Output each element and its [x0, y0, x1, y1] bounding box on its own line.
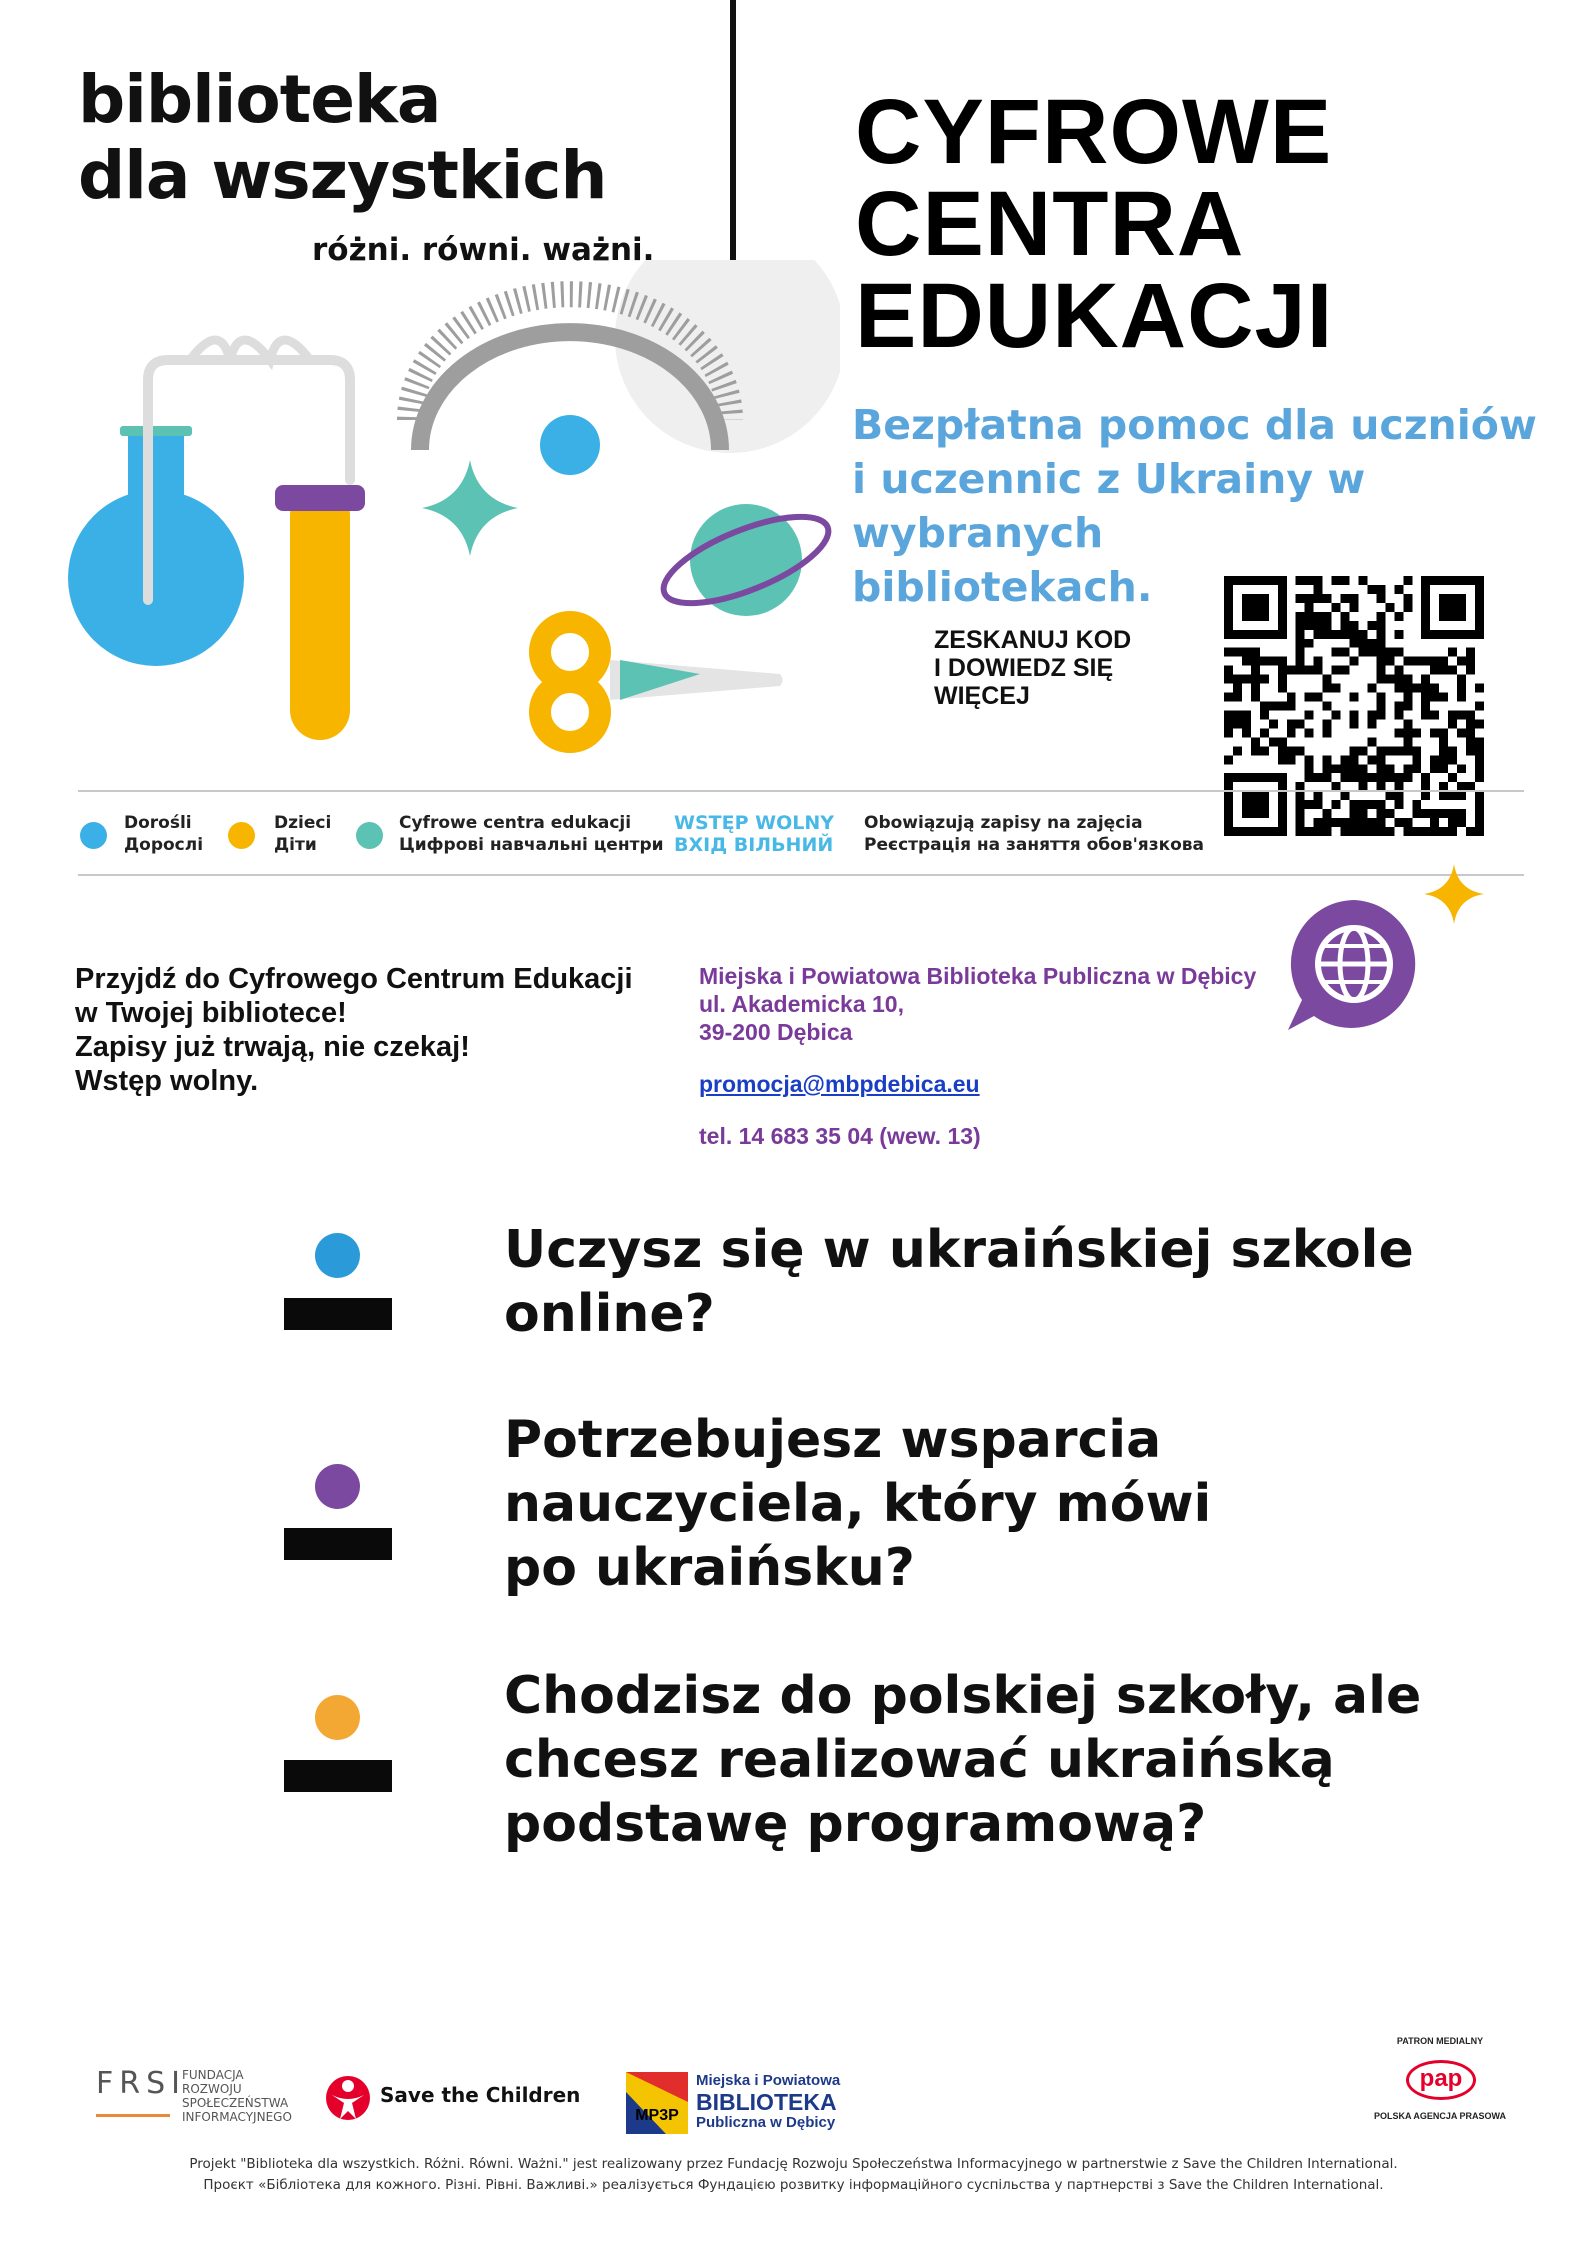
mbp-mark: MP3P — [635, 2107, 679, 2124]
question-1 — [504, 1218, 1414, 1346]
invitation-text — [75, 962, 633, 1098]
mbp-text — [696, 2072, 840, 2132]
email-link[interactable]: promocja@mbpdebica.eu — [699, 1071, 980, 1097]
library-contact — [699, 962, 1256, 1150]
question-3-line-2: chcesz realizować ukraińską — [504, 1730, 1335, 1790]
legend-signup-pl: Obowiązują zapisy na zajęcia — [864, 813, 1143, 833]
science-illustration — [40, 260, 840, 760]
frsi-underline — [96, 2114, 170, 2117]
legend-centers-pl: Cyfrowe centra edukacji — [399, 813, 632, 833]
legend-adults-ua: Дорослі — [124, 835, 204, 855]
question-2-line-3: po ukraińsku? — [504, 1538, 915, 1598]
pap-mark: pap — [1419, 2065, 1463, 2092]
qr-label — [934, 626, 1131, 710]
qr-label-line-2: I DOWIEDZ SIĘ — [934, 654, 1114, 682]
question-1-bar-icon — [284, 1298, 392, 1330]
question-2-line-1: Potrzebujesz wsparcia — [504, 1410, 1162, 1470]
pap-logo — [1406, 2060, 1476, 2100]
legend-free-ua: ВХІД ВІЛЬНИЙ — [674, 834, 834, 856]
question-3-line-1: Chodzisz do polskiej szkoły, ale — [504, 1666, 1422, 1726]
frsi-full-line-4: INFORMACYJNEGO — [182, 2110, 292, 2124]
frsi-mark: FRSI — [96, 2066, 186, 2101]
contact-spacer-2 — [699, 1098, 1256, 1122]
question-3 — [504, 1664, 1421, 1856]
star-icon — [1422, 862, 1486, 926]
qr-label-line-1: ZESKANUJ KOD — [934, 626, 1132, 654]
mbp-line-1: Miejska i Powiatowa — [696, 2072, 841, 2089]
patron-label: PATRON MEDIALNY — [1396, 2036, 1484, 2046]
question-1-line-1: Uczysz się w ukraińskiej szkole — [504, 1220, 1414, 1280]
invitation-line-4: Wstęp wolny. — [75, 1065, 259, 1097]
question-2 — [504, 1408, 1211, 1600]
logo-line-1: biblioteka — [78, 61, 441, 138]
flask-icon — [68, 490, 244, 666]
legend-children-ua: Діти — [274, 835, 317, 855]
subtitle-line-1: Bezpłatna pomoc dla uczniów — [852, 401, 1537, 449]
footnote-ua: Проєкт «Бібліотека для кожного. Різні. Рівні. Важливі.» реалізується Фундацією розвитку інформаційного суспільства у партнерстві з Save the Children International. — [203, 2177, 1384, 2193]
save-the-children-icon — [326, 2073, 370, 2123]
title-line-1: CYFROWE — [855, 81, 1333, 183]
title-line-2: CENTRA — [855, 173, 1245, 275]
qr-code[interactable] — [1224, 576, 1484, 836]
subtitle-line-3: bibliotekach. — [852, 563, 1153, 611]
test-tube-icon — [290, 485, 350, 740]
question-3-line-3: podstawę programową? — [504, 1794, 1207, 1854]
question-1-line-2: online? — [504, 1284, 715, 1344]
legend-children-pl: Dzieci — [274, 813, 332, 833]
question-2-dot-icon — [315, 1464, 360, 1509]
invitation-line-1: Przyjdź do Cyfrowego Centrum Edukacji — [75, 963, 633, 995]
invitation-line-3: Zapisy już trwają, nie czekaj! — [75, 1031, 470, 1063]
legend-bottom-rule — [78, 874, 1524, 876]
contact-spacer — [699, 1046, 1256, 1070]
question-2-bar-icon — [284, 1528, 392, 1560]
legend-adults-pl: Dorośli — [124, 813, 192, 833]
subtitle-line-2: i uczennic z Ukrainy w wybranych — [852, 455, 1366, 557]
main-title — [855, 81, 1334, 367]
centers-dot-icon — [356, 822, 383, 849]
legend-top-rule — [78, 790, 1524, 792]
question-1-dot-icon — [315, 1233, 360, 1278]
library-name: Miejska i Powiatowa Biblioteka Publiczna w Dębicy — [699, 963, 1257, 989]
mbp-emblem-icon — [626, 2072, 688, 2134]
legend-centers-ua: Цифрові навчальні центри — [399, 835, 664, 855]
logo-tagline: różni. równi. ważni. — [312, 232, 655, 268]
save-the-children-label: Save the Children — [380, 2083, 581, 2107]
scissors-icon — [540, 622, 783, 742]
globe-bubble-icon — [1284, 896, 1424, 1036]
title-line-3: EDUKACJI — [855, 265, 1334, 367]
sparkle-icon — [422, 460, 518, 556]
qr-label-line-3: WIĘCEJ — [934, 682, 1030, 710]
question-2-line-2: nauczyciela, który mówi — [504, 1474, 1212, 1534]
logo-line-2: dla wszystkich — [78, 137, 607, 214]
library-street: ul. Akademicka 10, — [699, 991, 904, 1017]
frsi-full-line-3: SPOŁECZEŃSTWA — [182, 2096, 289, 2110]
children-dot-icon — [228, 822, 255, 849]
frsi-full-line-1: FUNDACJA — [182, 2068, 244, 2082]
footnote-pl: Projekt "Biblioteka dla wszystkich. Różni. Równi. Ważni." jest realizowany przez Fundację Rozwoju Społeczeństwa Informacyjnego w partnerstwie z Save the Children International. — [189, 2156, 1398, 2172]
question-3-dot-icon — [315, 1695, 360, 1740]
legend-signup-ua: Реєстрація на заняття обов'язкова — [864, 835, 1205, 855]
mbp-line-3: Publiczna w Dębicy — [696, 2114, 836, 2131]
phone-number: tel. 14 683 35 04 (wew. 13) — [699, 1123, 981, 1149]
library-city: 39-200 Dębica — [699, 1019, 853, 1045]
frsi-full-name — [182, 2068, 292, 2124]
pap-full-name: POLSKA AGENCJA PRASOWA — [1373, 2111, 1506, 2121]
adults-dot-icon — [80, 822, 107, 849]
frsi-full-line-2: ROZWOJU — [182, 2082, 242, 2096]
question-3-bar-icon — [284, 1760, 392, 1792]
invitation-line-2: w Twojej bibliotece! — [75, 997, 347, 1029]
mbp-line-2: BIBLIOTEKA — [696, 2089, 837, 2115]
legend-free-pl: WSTĘP WOLNY — [674, 812, 834, 834]
